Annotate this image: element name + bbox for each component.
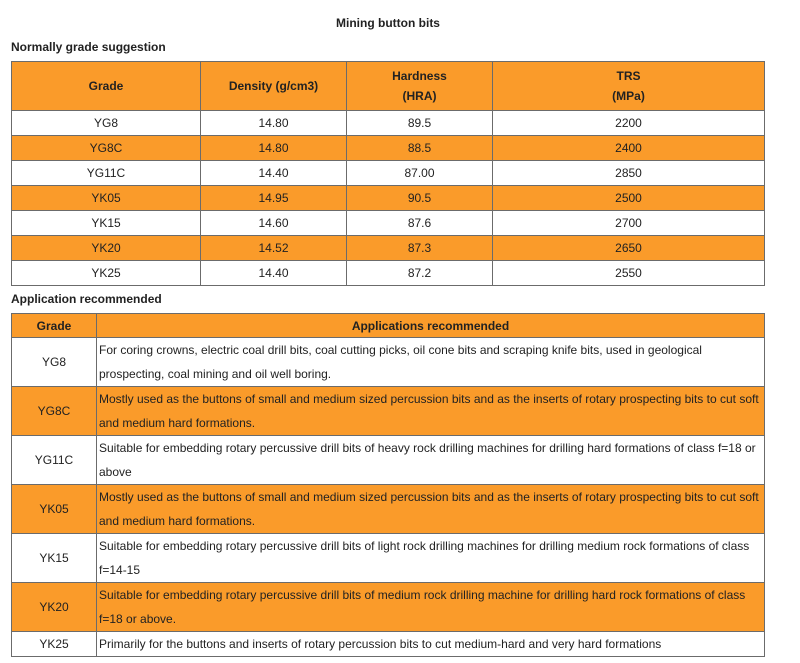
density-header [201, 62, 347, 111]
app-grade-cell: YK15 [12, 534, 97, 583]
trs-unit-label: (MPa) [612, 89, 645, 103]
density-cell: 14.95 [201, 186, 347, 211]
app-grade-cell: YG8 [12, 338, 97, 387]
application-cell: Mostly used as the buttons of small and medium sized percussion bits and as the inserts of rotary prospecting bits to cut soft and medium hard formations. [97, 485, 765, 534]
density-cell: 14.40 [201, 261, 347, 286]
application-cell: Mostly used as the buttons of small and medium sized percussion bits and as the inserts of rotary prospecting bits to cut soft and medium hard formations. [97, 387, 765, 436]
application-cell: Primarily for the buttons and inserts of rotary percussion bits to cut medium-hard and very hard formations [97, 632, 765, 657]
table-row [12, 236, 765, 261]
hardness-cell: 90.5 [347, 186, 493, 211]
grade-header-label: Grade [88, 79, 124, 93]
grade-cell: YK15 [12, 211, 201, 236]
trs-cell: 2500 [493, 186, 765, 211]
app-grade-cell: YG11C [12, 436, 97, 485]
table-row [12, 211, 765, 236]
application-cell: Suitable for embedding rotary percussive drill bits of heavy rock drilling machines for drilling hard formations of class f=18 or above [97, 436, 765, 485]
hardness-cell: 87.3 [347, 236, 493, 261]
table-row [12, 583, 765, 632]
table-row [12, 161, 765, 186]
grade-table-header-row [12, 62, 765, 111]
table-row [12, 338, 765, 387]
grade-section-title: Normally grade suggestion [11, 40, 166, 54]
table-row [12, 111, 765, 136]
trs-cell: 2550 [493, 261, 765, 286]
density-cell: 14.52 [201, 236, 347, 261]
table-row [12, 436, 765, 485]
table-row [12, 534, 765, 583]
density-header-label: Density (g/cm3) [228, 79, 319, 93]
app-grade-cell: YK20 [12, 583, 97, 632]
app-grade-header: Grade [12, 314, 97, 338]
application-table-header-row [12, 314, 765, 338]
app-grade-cell: YK05 [12, 485, 97, 534]
application-cell: For coring crowns, electric coal drill bits, coal cutting picks, oil cone bits and scraping knife bits, used in geological prospecting, coal mining and oil well boring. [97, 338, 765, 387]
trs-header [493, 62, 765, 111]
grade-cell: YG8 [12, 111, 201, 136]
trs-cell: 2200 [493, 111, 765, 136]
hardness-cell: 87.2 [347, 261, 493, 286]
hardness-cell: 87.00 [347, 161, 493, 186]
trs-cell: 2700 [493, 211, 765, 236]
trs-cell: 2850 [493, 161, 765, 186]
grade-cell: YK05 [12, 186, 201, 211]
hardness-cell: 89.5 [347, 111, 493, 136]
grade-cell: YK20 [12, 236, 201, 261]
table-row [12, 387, 765, 436]
page-title: Mining button bits [336, 16, 440, 30]
hardness-unit-label: (HRA) [402, 89, 437, 103]
trs-header-label: TRS [616, 69, 641, 83]
app-grade-cell: YG8C [12, 387, 97, 436]
hardness-header [347, 62, 493, 111]
density-cell: 14.80 [201, 136, 347, 161]
density-cell: 14.80 [201, 111, 347, 136]
table-row [12, 632, 765, 657]
density-cell: 14.60 [201, 211, 347, 236]
grade-cell: YG11C [12, 161, 201, 186]
app-grade-cell: YK25 [12, 632, 97, 657]
grade-cell: YK25 [12, 261, 201, 286]
table-row [12, 485, 765, 534]
grade-header [12, 62, 201, 111]
trs-cell: 2650 [493, 236, 765, 261]
grade-table [11, 61, 765, 286]
grade-cell: YG8C [12, 136, 201, 161]
application-table [11, 313, 765, 657]
applications-header: Applications recommended [97, 314, 765, 338]
hardness-header-label: Hardness [392, 69, 447, 83]
table-row [12, 136, 765, 161]
density-cell: 14.40 [201, 161, 347, 186]
application-cell: Suitable for embedding rotary percussive drill bits of light rock drilling machines for drilling medium rock formations of class f=14-15 [97, 534, 765, 583]
table-row [12, 261, 765, 286]
hardness-cell: 87.6 [347, 211, 493, 236]
application-section-title: Application recommended [11, 292, 162, 306]
application-cell: Suitable for embedding rotary percussive drill bits of medium rock drilling machine for drilling hard rock formations of class f=18 or above. [97, 583, 765, 632]
hardness-cell: 88.5 [347, 136, 493, 161]
table-row [12, 186, 765, 211]
trs-cell: 2400 [493, 136, 765, 161]
